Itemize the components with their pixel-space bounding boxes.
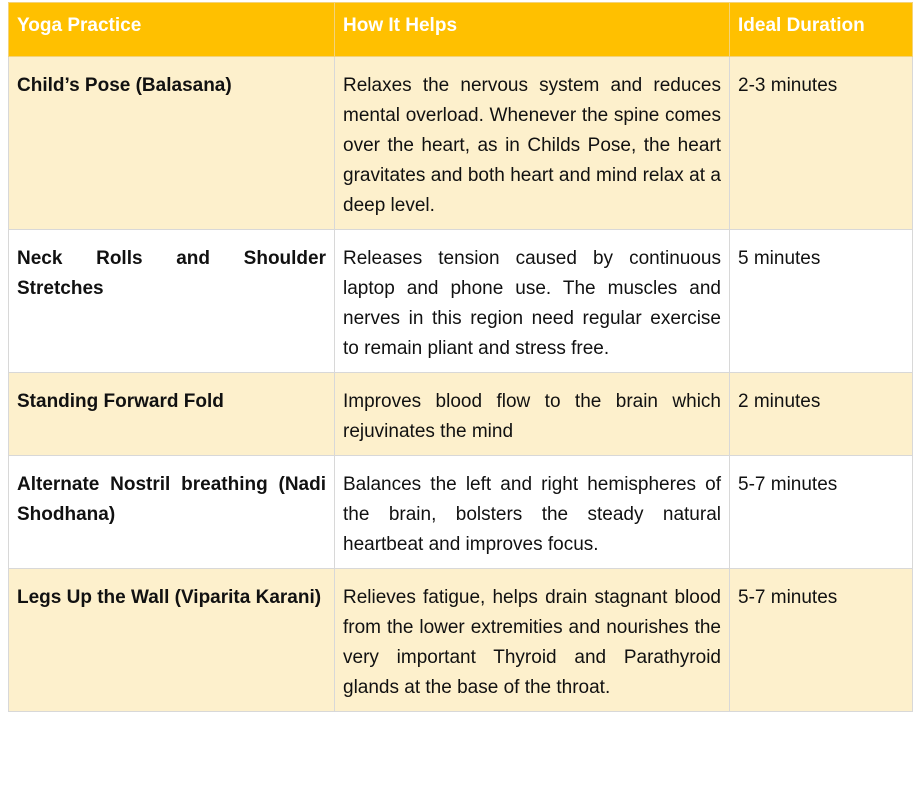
helps-cell: Relaxes the nervous system and reduces mental overload. Whenever the spine comes over the heart, as in Childs Pose, the heart gravitates and both heart and mind relax at a deep level. [335,57,730,230]
table-row [9,57,913,230]
table-row [9,569,913,712]
yoga-practice-table-container [8,2,912,712]
table-row [9,230,913,373]
helps-cell: Relieves fatigue, helps drain stagnant blood from the lower extremities and nourishes the very important Thyroid and Parathyroid glands at the base of the throat. [335,569,730,712]
practice-cell: Standing Forward Fold [9,373,335,456]
practice-cell: Alternate Nostril breathing (Nadi Shodhana) [9,456,335,569]
practice-cell: Neck Rolls and Shoulder Stretches [9,230,335,373]
table-header [9,3,913,57]
duration-cell: 5 minutes [730,230,913,373]
duration-cell: 2 minutes [730,373,913,456]
helps-cell: Improves blood flow to the brain which rejuvinates the mind [335,373,730,456]
helps-cell: Balances the left and right hemispheres of the brain, bolsters the steady natural heartbeat and improves focus. [335,456,730,569]
table-body [9,57,913,712]
table-row [9,456,913,569]
table-row [9,373,913,456]
yoga-practice-table [8,2,913,712]
header-yoga-practice: Yoga Practice [9,3,335,57]
header-how-it-helps: How It Helps [335,3,730,57]
practice-cell: Child’s Pose (Balasana) [9,57,335,230]
duration-cell: 5-7 minutes [730,569,913,712]
helps-cell: Releases tension caused by continuous laptop and phone use. The muscles and nerves in this region need regular exercise to remain pliant and stress free. [335,230,730,373]
header-row [9,3,913,57]
duration-cell: 2-3 minutes [730,57,913,230]
header-ideal-duration: Ideal Duration [730,3,913,57]
duration-cell: 5-7 minutes [730,456,913,569]
practice-cell: Legs Up the Wall (Viparita Karani) [9,569,335,712]
